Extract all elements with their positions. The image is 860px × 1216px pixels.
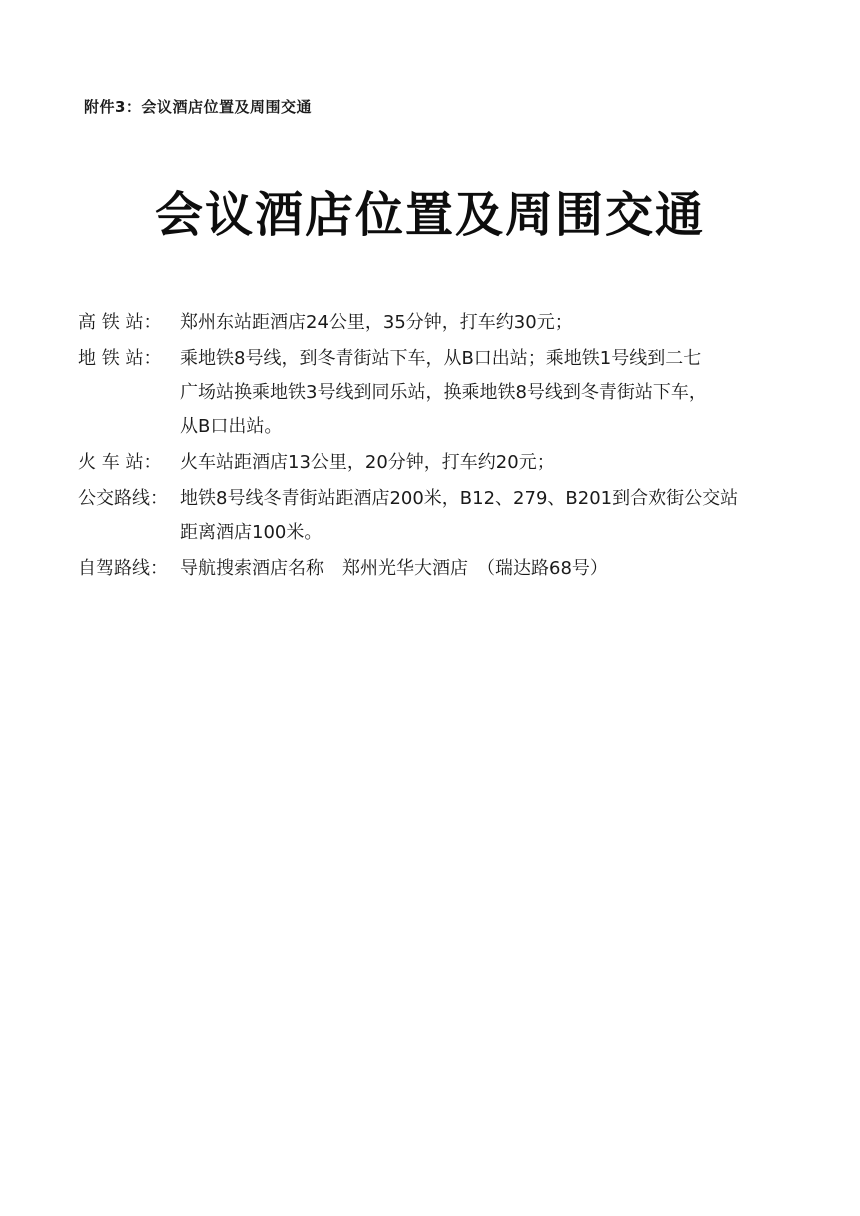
entry-line: 乘地铁8号线，到冬青街站下车，从B口出站；乘地铁1号线到二七 [180, 348, 702, 369]
entry-text [180, 342, 798, 444]
transport-entries [78, 306, 798, 588]
entry-bus-routes [78, 482, 798, 550]
entry-line: 距离酒店100米。 [180, 522, 323, 543]
entry-text [180, 482, 798, 550]
entry-text [180, 552, 798, 586]
entry-label: 自驾路线： [78, 558, 168, 579]
entry-line: 从B口出站。 [180, 416, 283, 437]
entry-text [180, 446, 798, 480]
entry-subway [78, 342, 798, 444]
entry-label: 公交路线： [78, 488, 168, 509]
entry-self-drive [78, 552, 798, 586]
entry-label: 高 铁 站： [78, 312, 162, 333]
entry-line: 郑州东站距酒店24公里，35分钟，打车约30元； [180, 312, 573, 333]
entry-label: 火 车 站： [78, 452, 162, 473]
entry-label: 地 铁 站： [78, 348, 162, 369]
attachment-label: 附件3：会议酒店位置及周围交通 [84, 98, 312, 116]
entry-line: 导航搜索酒店名称 郑州光华大酒店 （瑞达路68号） [180, 558, 608, 579]
entry-text [180, 306, 798, 340]
entry-line: 地铁8号线冬青街站距酒店200米，B12、279、B201到合欢街公交站 [180, 488, 739, 509]
entry-line: 广场站换乘地铁3号线到同乐站，换乘地铁8号线到冬青街站下车， [180, 382, 707, 403]
entry-line: 火车站距酒店13公里，20分钟，打车约20元； [180, 452, 555, 473]
entry-train-station [78, 446, 798, 480]
entry-high-speed-rail [78, 306, 798, 340]
document-title: 会议酒店位置及周围交通 [154, 187, 705, 243]
